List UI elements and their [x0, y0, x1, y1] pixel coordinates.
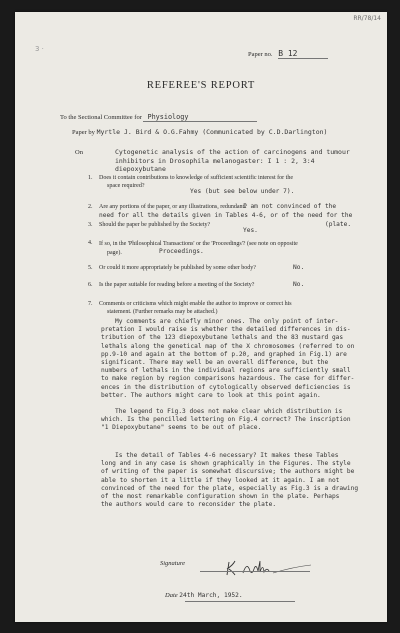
comment-line: pretation I would raise is whether the detailed differences in dis-: [101, 326, 351, 334]
comment-line: to make region by region comparisons hazardous. The case for differ-: [101, 375, 355, 383]
comment-line: of the most remarkable configuration shown in the plate. Perhaps: [101, 493, 340, 501]
question-line: space required?: [107, 182, 145, 189]
question-2-number: 2.: [88, 204, 93, 210]
paper-title-line: inhibitors in Drosophila melanogaster: I 1 : 2, 3:4: [115, 156, 315, 165]
question-2-answer-line: I am not convinced of the: [243, 203, 337, 210]
paper-number: [248, 49, 328, 59]
question-4-number: 4.: [88, 240, 93, 246]
comment-line: tribution of the 123 diepoxybutane lethals and the 83 mustard gas: [101, 334, 344, 342]
comments-paragraph-1: [101, 318, 354, 400]
comment-line: which. Is the pencilled lettering on Fig.4 correct? The inscription: [101, 416, 351, 424]
paper-title-line: Cytogenetic analysis of the action of carcinogens and tumour: [115, 148, 350, 156]
question-1-number: 1.: [88, 175, 93, 181]
comment-line: My comments are chiefly minor ones. The only point of inter-: [115, 318, 339, 325]
question-5-answer: No.: [293, 264, 305, 271]
comments-paragraph-2: [101, 408, 351, 433]
comment-line: of writing of the paper is somewhat discursive; the authors might be: [101, 468, 355, 476]
question-1-answer: Yes (but see below under 7).: [190, 188, 295, 195]
comment-line: convinced of the need for the plate, especially as Fig.3 is a drawing: [101, 484, 359, 492]
comment-line: significant. There may well be an overall difference, but the: [101, 359, 329, 367]
report-sheet: [15, 12, 387, 622]
comments-paragraph-3: [101, 452, 358, 509]
authors-value: Myrtle J. Bird & O.G.Fahmy (Communicated by C.D.Darlington): [96, 128, 328, 136]
question-3-number: 3.: [88, 222, 93, 228]
committee-label: To the Sectional Committee for: [60, 114, 142, 121]
archive-reference-stamp: RR/78/14: [353, 15, 381, 22]
question-line: page).: [107, 249, 122, 256]
on-label: On: [75, 149, 83, 156]
comment-line: pp.9-10 and again at the bottom of p.20, and graphed in Fig.1) are: [101, 350, 347, 358]
comment-line: better. The authors might care to look at this point again.: [101, 391, 321, 399]
margin-mark: 3 ·: [35, 45, 44, 53]
question-line: statement. (Further remarks may be attached.): [107, 308, 218, 315]
question-2-text: Are any portions of the paper, or any illustrations, redundant?: [99, 204, 247, 210]
date-value: 24th March, 1952.: [179, 592, 243, 599]
committee-line: [60, 113, 257, 122]
authors-label: Paper by: [72, 129, 95, 136]
question-7-text: [99, 301, 292, 316]
date-line: [185, 601, 295, 602]
paper-title: [115, 148, 350, 174]
comment-line: "1 Diepoxybutane" seems to be out of place.: [101, 424, 262, 432]
question-4-answer: Proceedings.: [159, 248, 204, 255]
question-6-text: Is the paper suitable for reading before a meeting of the Society?: [99, 282, 255, 288]
question-line: Comments or criticisms which might enable the author to improve or correct his: [99, 301, 292, 307]
paper-title-line: diepoxybutane: [115, 165, 166, 174]
question-3-text: Should the paper be published by the Society?: [99, 222, 211, 228]
date-label: Date: [165, 592, 178, 599]
question-6-answer: No.: [293, 281, 305, 288]
signature-label: Signature: [160, 560, 186, 567]
question-line: If so, in the 'Philosophical Transactions' or the 'Proceedings'? (see note on opposite: [99, 241, 298, 247]
comment-line: numbers of lethals in the individual regions are sufficiently small: [101, 367, 351, 375]
paper-number-value: B 12: [278, 49, 328, 59]
question-line: Does it contain contributions to knowledge of sufficient scientific interest for the: [99, 175, 294, 181]
authors-line: [72, 128, 327, 136]
question-5-text: Or could it more appropriately be published by some other body?: [99, 265, 256, 271]
date-field: [165, 592, 243, 599]
comment-line: The legend to Fig.3 does not make clear which distribution is: [115, 408, 343, 415]
paper-number-label: Paper no.: [248, 51, 273, 58]
question-6-number: 6.: [88, 282, 93, 288]
handwritten-signature: [223, 557, 313, 579]
question-2-answer-extra: (plate.: [325, 221, 352, 228]
page-title: REFEREE'S REPORT: [146, 80, 256, 91]
comment-line: lethals along the genetical map of the X chromosomes (referred to on: [101, 342, 355, 350]
question-3-answer: Yes.: [243, 227, 258, 234]
question-7-number: 7.: [88, 301, 93, 307]
question-2-answer-line: need for all the details given in Tables 4-6, or of the need for the: [99, 212, 353, 219]
comment-line: long and in any case is shown graphically in the Figures. The style: [101, 460, 351, 468]
signature-line: [200, 571, 310, 572]
committee-value: Physiology: [143, 113, 257, 122]
comment-line: the authors would care to reconsider the plate.: [101, 501, 277, 509]
comment-line: able to shorten it a little if they looked at it again. I am not: [101, 476, 340, 484]
comment-line: Is the detail of Tables 4-6 necessary? It makes these Tables: [115, 452, 339, 459]
question-5-number: 5.: [88, 265, 93, 271]
comment-line: ences in the distribution of cytologically observed deficiencies is: [101, 383, 351, 391]
